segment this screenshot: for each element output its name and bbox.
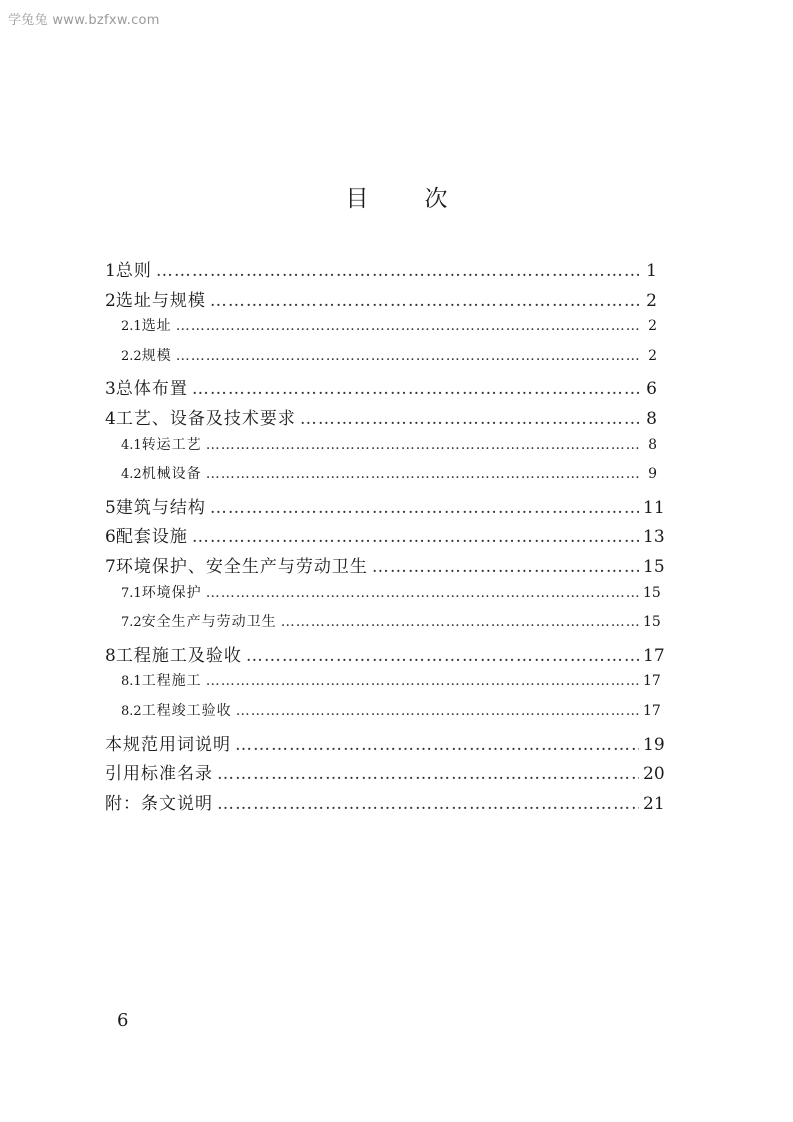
toc-entry[interactable] bbox=[105, 286, 657, 316]
toc-entry[interactable] bbox=[105, 759, 665, 789]
toc-page: 9 bbox=[648, 466, 657, 483]
toc-leader bbox=[192, 527, 639, 547]
toc-page: 2 bbox=[648, 347, 657, 364]
toc-page: 17 bbox=[643, 702, 661, 719]
toc-leader bbox=[210, 291, 639, 311]
toc-entry[interactable] bbox=[105, 434, 657, 464]
toc-page: 17 bbox=[643, 673, 661, 690]
toc-number: 7.1 bbox=[121, 585, 142, 601]
toc-number: 4.1 bbox=[121, 437, 142, 453]
toc-number: 2.2 bbox=[121, 348, 142, 364]
toc-page: 15 bbox=[643, 556, 665, 577]
toc-number: 8 bbox=[105, 645, 116, 666]
toc-entry[interactable] bbox=[105, 611, 661, 641]
toc-leader bbox=[210, 498, 639, 518]
toc-page: 11 bbox=[643, 497, 665, 518]
toc-leader bbox=[300, 409, 639, 429]
title-char-1: 目 bbox=[345, 186, 369, 212]
toc-number: 2 bbox=[105, 290, 116, 311]
toc-page: 13 bbox=[643, 527, 665, 548]
table-of-contents bbox=[105, 256, 665, 818]
toc-label: 工程竣工验收 bbox=[141, 702, 232, 719]
toc-label: 选址与规模 bbox=[115, 290, 206, 311]
toc-leader bbox=[236, 703, 639, 719]
toc-leader bbox=[246, 646, 639, 666]
toc-label: 转运工艺 bbox=[141, 436, 202, 453]
toc-leader bbox=[235, 735, 639, 755]
toc-entry[interactable] bbox=[105, 641, 665, 671]
toc-label: 工艺、设备及技术要求 bbox=[115, 408, 296, 429]
toc-leader bbox=[206, 437, 639, 453]
toc-entry[interactable] bbox=[105, 315, 657, 345]
toc-number: 5 bbox=[105, 497, 116, 518]
toc-page: 15 bbox=[643, 614, 661, 631]
toc-leader bbox=[156, 261, 639, 281]
toc-entry[interactable] bbox=[105, 789, 665, 819]
toc-label: 总体布置 bbox=[115, 379, 188, 400]
toc-label: 安全生产与劳动卫生 bbox=[141, 614, 277, 631]
toc-label: 选址 bbox=[141, 318, 172, 335]
toc-entry[interactable] bbox=[105, 670, 661, 700]
toc-entry[interactable] bbox=[105, 493, 665, 523]
toc-leader bbox=[206, 466, 639, 482]
toc-entry[interactable] bbox=[105, 700, 661, 730]
toc-leader bbox=[217, 794, 639, 814]
toc-page: 8 bbox=[646, 408, 657, 429]
toc-page: 6 bbox=[646, 379, 657, 400]
toc-page: 21 bbox=[643, 793, 665, 814]
toc-label: 机械设备 bbox=[141, 466, 202, 483]
toc-leader bbox=[176, 348, 639, 364]
toc-entry[interactable] bbox=[105, 374, 657, 404]
toc-label: 总则 bbox=[115, 261, 152, 281]
toc-number: 4.2 bbox=[121, 467, 142, 483]
toc-number: 3 bbox=[105, 379, 116, 400]
toc-label: 环境保护、安全生产与劳动卫生 bbox=[115, 556, 368, 577]
toc-number: 6 bbox=[105, 527, 116, 548]
toc-label: 建筑与结构 bbox=[115, 497, 206, 518]
toc-leader bbox=[281, 614, 639, 630]
toc-label: 附：条文说明 bbox=[105, 793, 213, 814]
page-number: 6 bbox=[117, 1010, 129, 1031]
toc-entry[interactable] bbox=[105, 404, 657, 434]
toc-label: 工程施工 bbox=[141, 673, 202, 690]
title-char-2: 次 bbox=[424, 186, 448, 212]
toc-page: 17 bbox=[643, 645, 665, 666]
toc-page: 2 bbox=[648, 318, 657, 335]
toc-page: 8 bbox=[648, 436, 657, 453]
toc-leader bbox=[176, 318, 639, 334]
toc-label: 工程施工及验收 bbox=[115, 645, 242, 666]
toc-number: 8.1 bbox=[121, 674, 142, 690]
toc-leader bbox=[206, 585, 639, 601]
toc-entry[interactable] bbox=[105, 582, 661, 612]
toc-page: 20 bbox=[643, 764, 665, 785]
watermark-text: 学兔兔 www.bzfxw.com bbox=[8, 13, 160, 28]
toc-leader bbox=[372, 557, 639, 577]
toc-number: 7.2 bbox=[121, 615, 142, 631]
toc-label: 本规范用词说明 bbox=[105, 734, 231, 755]
page-title bbox=[0, 180, 793, 213]
toc-label: 配套设施 bbox=[115, 527, 188, 548]
toc-leader bbox=[192, 379, 639, 399]
toc-entry[interactable] bbox=[105, 345, 657, 375]
toc-entry[interactable] bbox=[105, 256, 657, 286]
toc-label: 规模 bbox=[141, 347, 172, 364]
toc-leader bbox=[217, 764, 639, 784]
toc-page: 19 bbox=[643, 734, 665, 755]
toc-number: 2.1 bbox=[121, 319, 142, 335]
toc-entry[interactable] bbox=[105, 730, 665, 760]
toc-page: 15 bbox=[643, 584, 661, 601]
toc-number: 4 bbox=[105, 408, 116, 429]
toc-label: 引用标准名录 bbox=[105, 764, 213, 785]
toc-page: 2 bbox=[646, 290, 657, 311]
toc-leader bbox=[206, 673, 639, 689]
toc-label: 环境保护 bbox=[141, 584, 202, 601]
toc-number: 8.2 bbox=[121, 703, 142, 719]
toc-page: 1 bbox=[646, 261, 657, 281]
toc-number: 7 bbox=[105, 556, 116, 577]
toc-number: 1 bbox=[105, 261, 116, 281]
toc-entry[interactable] bbox=[105, 522, 665, 552]
toc-entry[interactable] bbox=[105, 463, 657, 493]
toc-entry[interactable] bbox=[105, 552, 665, 582]
